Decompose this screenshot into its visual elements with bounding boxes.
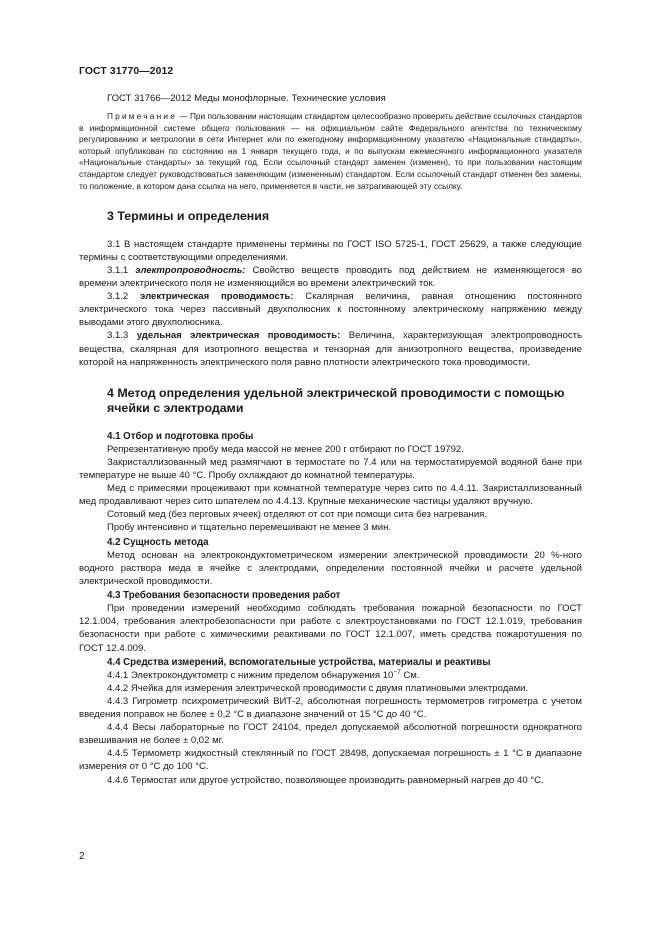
note-label: Примечание [107, 111, 178, 122]
clause-3-1-3 [79, 329, 582, 368]
note-paragraph [79, 111, 582, 192]
page-content [79, 92, 582, 787]
section-3-title: 3 Термины и определения [107, 209, 270, 224]
clause-4-4-5: 4.4.5 Термометр жидкостный стеклянный по ГОСТ 28498, допускаемая погрешность ± 1 °С в диапазоне измерения от 0 °С до 100 °С. [79, 748, 582, 773]
exponent: −7 [393, 668, 401, 676]
paragraph: Пробу интенсивно и тщательно перемешивают не менее 3 мин. [107, 522, 392, 534]
subsection-4-1-title: 4.1 Отбор и подготовка пробы [107, 430, 254, 442]
clause-4-4-3: 4.4.3 Гигрометр психрометрический ВИТ-2, абсолютная погрешность термометров гигрометра с учетом введения поправок не более ± 0,2 °С в диапазоне значений от 15 °С до 40 °С. [79, 696, 582, 721]
section-4-title: 4 Метод определения удельной электрической проводимости с помощью ячейки с электродами [107, 385, 565, 416]
clause-4-4-4: 4.4.4 Весы лабораторные по ГОСТ 24104, предел допускаемой абсолютной погрешности однократного взвешивания не более ± 0,02 мг. [79, 722, 582, 747]
definition: Свойство веществ проводить под действием не изменяющегося во времени электрического поля не изменяющийся во времени электрический ток. [79, 264, 582, 290]
clause-text: 4.4.1 Электрокондуктометр с нижним пределом обнаружения 10 [107, 669, 394, 681]
document-header: ГОСТ 31770—2012 [79, 66, 174, 77]
clause-text: См. [400, 669, 420, 681]
definition: Скалярная величина, равная отношению постоянного электрического тока через пассивный двухполюсник к постоянному электрическому напряжению между выводами этого двухполюсника. [79, 291, 582, 329]
note-text: — При пользовании настоящим стандартом целесообразно проверить действие ссылочных стандартов в информационной системе общего пользования — на официальном сайте Федерального агентства по техническому регулированию и метрологии в сети Интернет или по ежегодному информационному указателю «Национальные стандарты», который опубликован по состоянию на 1 января текущего года, и по выпускам ежемесячного информационного указателя «Национальные стандарты» за текущий год. Если ссылочный стандарт заменен (изменен), то при пользовании настоящим стандартом следует руководствоваться заменяющим (измененным) стандартом. Если ссылочный стандарт отменен без замены, то положение, в котором дана ссылка на него, применяется в части, не затрагивающей эту ссылку. [79, 111, 582, 191]
paragraph: Мед с примесями процеживают при комнатной температуре через сито по 4.4.11. Закристаллизованный мед продавливают через сито шпателем по 4.4.13. Крупные механические частицы удаляют вручную. [79, 483, 582, 508]
page-number: 2 [79, 851, 85, 862]
normative-reference: ГОСТ 31766—2012 Меды монофлорные. Технические условия [107, 93, 386, 104]
term: удельная электрическая проводимость: [136, 330, 341, 342]
paragraph: При проведении измерений необходимо соблюдать требования пожарной безопасности по ГОСТ 12.1.004, требования электробезопасности при работе с электроустановками по ГОСТ 12.1.019, требования безопасности при работе с химическими реактивами по ГОСТ 12.1.007, иметь средства пожаротушения по ГОСТ 12.4.009. [79, 603, 582, 654]
clause-number: 3.1.1 [107, 264, 136, 276]
paragraph: Сотовый мед (без перговых ячеек) отделяют от сот при помощи сита без нагревания. [107, 509, 487, 521]
clause-4-4-1 [79, 669, 582, 682]
clause-4-4-6: 4.4.6 Термостат или другое устройство, позволяющее производить равномерный нагрев до 40 °С. [107, 774, 544, 786]
subsection-4-4-title: 4.4 Средства измерений, вспомогательные устройства, материалы и реактивы [107, 656, 491, 668]
clause-number: 3.1.2 [107, 291, 141, 303]
paragraph: Репрезентативную пробу меда массой не менее 200 г отбирают по ГОСТ 19792. [107, 443, 464, 455]
clause-3-1: 3.1 В настоящем стандарте применены термины по ГОСТ ISO 5725-1, ГОСТ 25629, а также следующие термины с соответствующими определениями. [79, 238, 582, 263]
clause-3-1-1 [79, 264, 582, 290]
paragraph: Метод основан на электрокондуктометрическом измерении электрической проводимости 20 %-ного водного раствора меда в ячейке с электродами, определении постоянной ячейки и расчете удельной электрической проводимости. [79, 549, 582, 587]
subsection-4-2-title: 4.2 Сущность метода [107, 536, 209, 548]
term: электропроводность: [135, 264, 246, 276]
term: электрическая проводимость: [140, 291, 294, 303]
clause-3-1-2 [79, 290, 582, 329]
clause-number: 3.1.3 [107, 330, 137, 342]
paragraph: Закристаллизованный мед размягчают в термостате по 7.4 или на термостатируемой водяной бане при температуре не выше 40 °С. Пробу охлаждают до комнатной температуры. [79, 456, 582, 482]
clause-4-4-2: 4.4.2 Ячейка для измерения электрической проводимости с двумя платиновыми электродами. [107, 682, 529, 694]
subsection-4-3-title: 4.3 Требования безопасности проведения работ [107, 590, 341, 602]
definition: Величина, характеризующая электропроводность вещества, скалярная для изотропного вещества и тензорная для анизотропного вещества, произведение которой на напряженность электрического поля равно плотности электрического тока проводимости. [79, 330, 582, 368]
